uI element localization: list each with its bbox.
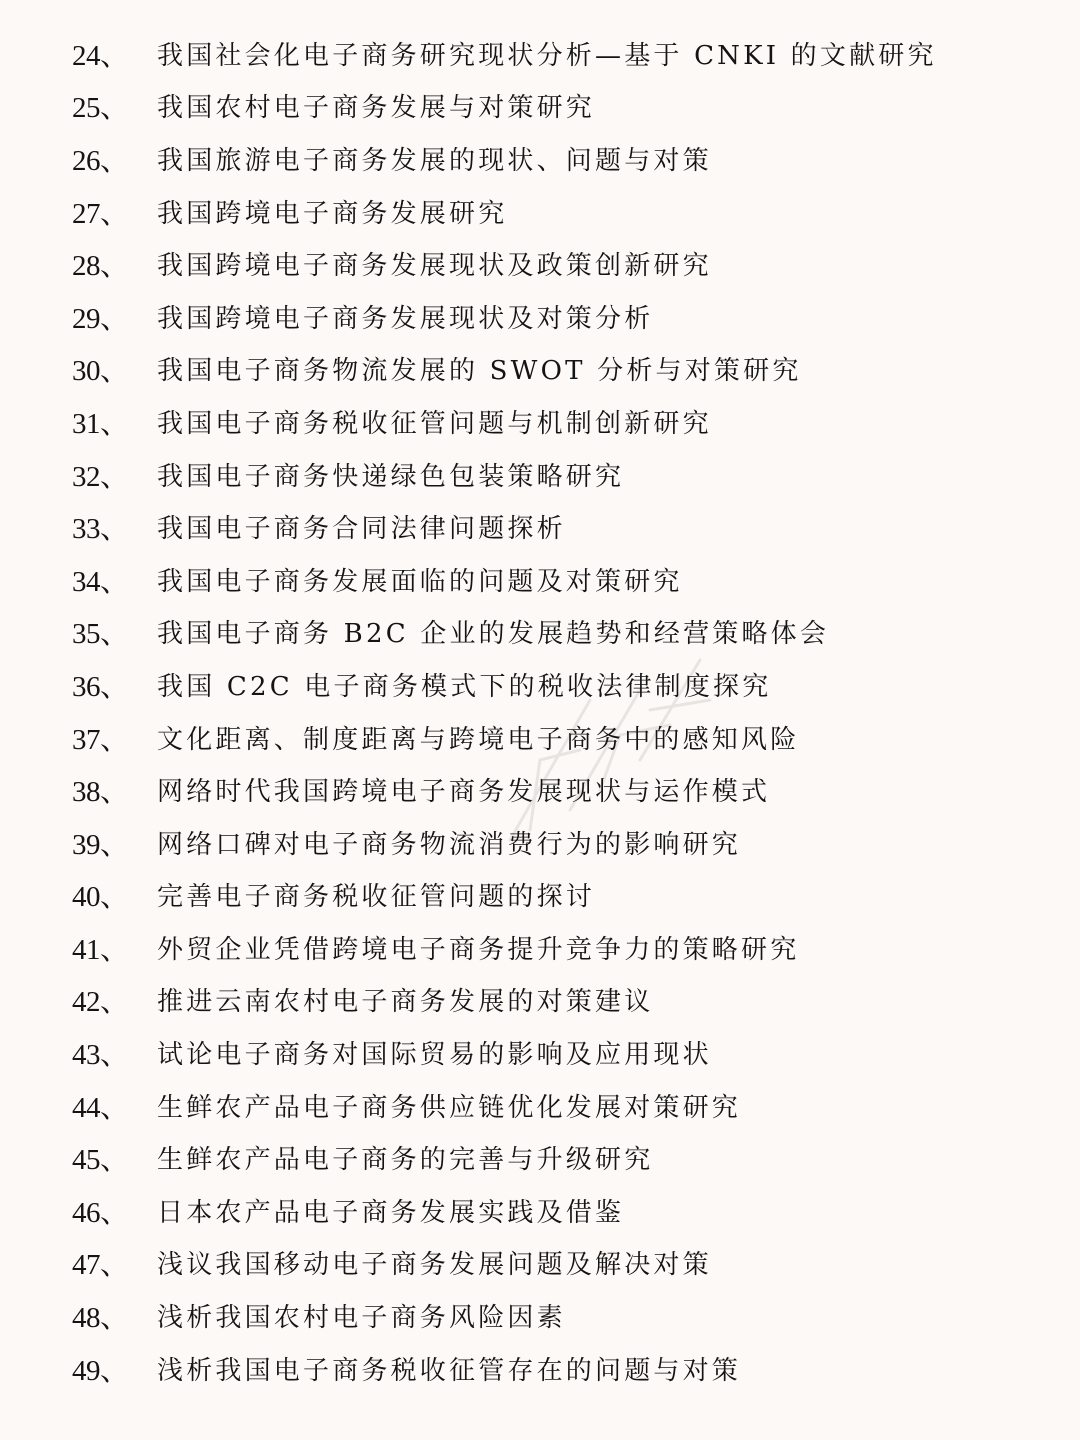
list-item [0,553,1080,606]
list-item [0,237,1080,290]
item-number: 27、 [72,197,129,230]
list-item [0,869,1080,922]
list-item [0,1131,1080,1184]
list-item [0,1237,1080,1290]
list-item [0,1079,1080,1132]
item-title: 浅议我国移动电子商务发展问题及解决对策 [157,1250,712,1281]
item-title: 我国社会化电子商务研究现状分析—基于 CNKI 的文献研究 [157,40,937,71]
item-number: 26、 [72,144,129,177]
list-item [0,448,1080,501]
item-number: 40、 [72,881,129,914]
list-item [0,27,1080,80]
list-item [0,395,1080,448]
item-number: 42、 [72,986,129,1019]
list-item [0,974,1080,1027]
item-number: 48、 [72,1302,129,1335]
item-number: 36、 [72,670,129,703]
item-number: 35、 [72,618,129,651]
item-title: 我国电子商务物流发展的 SWOT 分析与对策研究 [157,356,802,387]
item-title: 我国电子商务税收征管问题与机制创新研究 [157,408,712,439]
list-item [0,711,1080,764]
list-item [0,658,1080,711]
item-number: 34、 [72,565,129,598]
item-number: 47、 [72,1249,129,1282]
list-item [0,606,1080,659]
item-title: 我国电子商务发展面临的问题及对策研究 [157,566,683,597]
item-title: 我国旅游电子商务发展的现状、问题与对策 [157,145,712,176]
item-title: 生鲜农产品电子商务供应链优化发展对策研究 [157,1092,742,1123]
list-item [0,500,1080,553]
item-number: 38、 [72,776,129,809]
item-title: 网络口碑对电子商务物流消费行为的影响研究 [157,829,742,860]
list-item [0,1184,1080,1237]
item-title: 我国跨境电子商务发展研究 [157,198,508,229]
item-title: 文化距离、制度距离与跨境电子商务中的感知风险 [157,724,800,755]
topic-list [0,27,1080,1394]
item-number: 33、 [72,513,129,546]
item-title: 浅析我国电子商务税收征管存在的问题与对策 [157,1355,742,1386]
item-title: 试论电子商务对国际贸易的影响及应用现状 [157,1040,712,1071]
item-number: 49、 [72,1354,129,1387]
list-item [0,185,1080,238]
item-number: 43、 [72,1039,129,1072]
list-item [0,343,1080,396]
item-title: 我国 C2C 电子商务模式下的税收法律制度探究 [157,671,772,702]
list-item [0,1289,1080,1342]
list-item [0,1342,1080,1395]
item-title: 我国电子商务合同法律问题探析 [157,514,566,545]
item-number: 24、 [72,39,129,72]
item-number: 30、 [72,355,129,388]
item-title: 网络时代我国跨境电子商务发展现状与运作模式 [157,777,771,808]
item-number: 37、 [72,723,129,756]
item-title: 我国跨境电子商务发展现状及对策分析 [157,303,654,334]
item-number: 44、 [72,1091,129,1124]
list-item [0,80,1080,133]
list-item [0,290,1080,343]
item-number: 31、 [72,407,129,440]
item-title: 我国跨境电子商务发展现状及政策创新研究 [157,251,712,282]
list-item [0,816,1080,869]
list-item [0,1026,1080,1079]
item-title: 浅析我国农村电子商务风险因素 [157,1303,566,1334]
item-number: 39、 [72,828,129,861]
item-title: 生鲜农产品电子商务的完善与升级研究 [157,1145,654,1176]
item-number: 32、 [72,460,129,493]
item-number: 46、 [72,1196,129,1229]
item-number: 41、 [72,933,129,966]
item-number: 25、 [72,92,129,125]
item-title: 推进云南农村电子商务发展的对策建议 [157,987,654,1018]
item-number: 29、 [72,302,129,335]
item-title: 我国电子商务快递绿色包装策略研究 [157,461,625,492]
item-title: 完善电子商务税收征管问题的探讨 [157,882,596,913]
list-item [0,132,1080,185]
item-title: 我国电子商务 B2C 企业的发展趋势和经营策略体会 [157,619,830,650]
item-number: 28、 [72,250,129,283]
list-item [0,921,1080,974]
item-title: 日本农产品电子商务发展实践及借鉴 [157,1197,625,1228]
item-title: 我国农村电子商务发展与对策研究 [157,93,596,124]
list-item [0,763,1080,816]
item-number: 45、 [72,1144,129,1177]
item-title: 外贸企业凭借跨境电子商务提升竞争力的策略研究 [157,934,800,965]
